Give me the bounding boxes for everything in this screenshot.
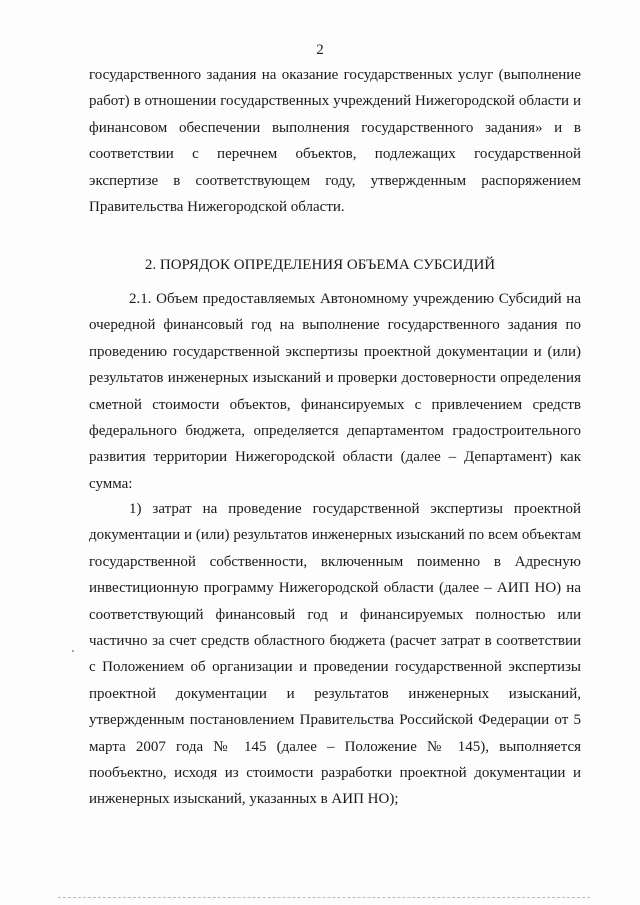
page-number: 2	[316, 42, 324, 58]
margin-mark	[72, 650, 74, 652]
section-heading: 2. ПОРЯДОК ОПРЕДЕЛЕНИЯ ОБЪЕМА СУБСИДИЙ	[144, 257, 496, 273]
item-1-paragraph: 1) затрат на проведение государственной экспертизы проектной документации и (или) результатов инженерных изысканий по всем объектам государственной собственности, включенным поименно в Адресную инвестиционную программу Нижегородской области (далее – АИП НО) на соответствующий финансовый год и финансируемых полностью или частично за счет средств областного бюджета (расчет затрат в соответствии с Положением об организации и проведении государственной экспертизы проектной документации и результатов инженерных изысканий, утвержденным постановлением Правительства Российской Федерации от 5 марта 2007 года № 145 (далее – Положение № 145), выполняется пообъектно, исходя из стоимости разработки проектной документации и инженерных изысканий, указанных в АИП НО);	[89, 501, 581, 808]
continuation-paragraph: государственного задания на оказание государственных услуг (выполнение работ) в отношении государственных учреждений Нижегородской области и финансовом обеспечении выполнения государственного задания» и в соответствии с перечнем объектов, подлежащих государственной экспертизе в соответствующем году, утвержденным распоряжением Правительства Нижегородской области.	[89, 67, 581, 216]
bottom-edge-line	[58, 897, 590, 898]
clause-2-1-paragraph: 2.1. Объем предоставляемых Автономному учреждению Субсидий на очередной финансовый год на выполнение государственного задания по проведению государственной экспертизы проектной документации и (или) результатов инженерных изысканий и проверки достоверности определения сметной стоимости объектов, финансируемых с привлечением средств федерального бюджета, определяется департаментом градостроительного развития территории Нижегородской области (далее – Департамент) как сумма:	[89, 291, 581, 492]
